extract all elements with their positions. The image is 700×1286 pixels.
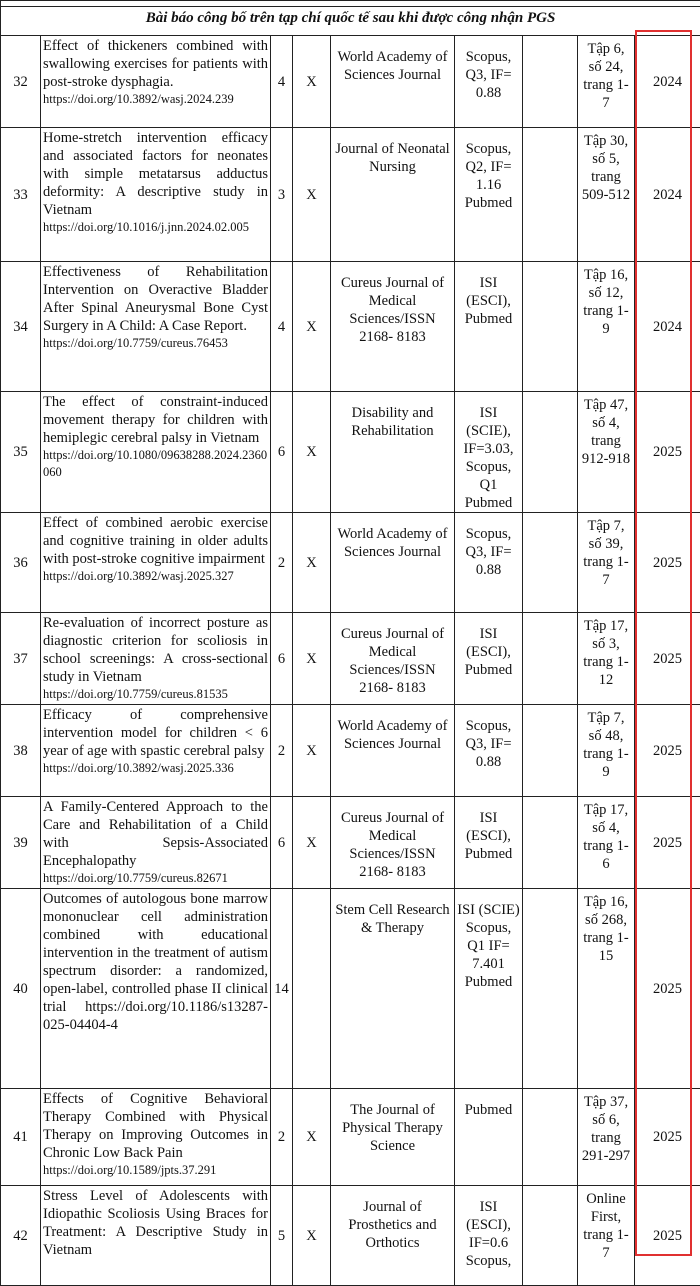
- blank-cell: [523, 262, 578, 392]
- author-count: 2: [271, 705, 293, 797]
- section-header-row: [1, 1, 700, 36]
- row-number: 35: [1, 392, 41, 513]
- journal-name: Cureus Journal of Medical Sciences/ISSN 2168- 8183: [331, 613, 455, 705]
- doi-link[interactable]: https://doi.org/10.3892/wasj.2025.336: [43, 760, 268, 777]
- author-count: 6: [271, 613, 293, 705]
- volume-info: Tập 17, số 4, trang 1-6: [578, 797, 635, 889]
- table-row: [1, 1089, 700, 1186]
- article-title-text: Efficacy of comprehensive intervention model for children < 6 year of age with spastic cerebral palsy: [43, 706, 268, 760]
- article-title: [41, 128, 271, 262]
- doi-link[interactable]: https://doi.org/10.7759/cureus.76453: [43, 335, 268, 352]
- article-title-text: Effect of thickeners combined with swallowing exercises for patients with post-stroke dysphagia.: [43, 37, 268, 91]
- row-number: 38: [1, 705, 41, 797]
- volume-info: Online First, trang 1-7: [578, 1186, 635, 1286]
- row-number: 32: [1, 36, 41, 128]
- index-info: Scopus, Q3, IF= 0.88: [455, 513, 523, 613]
- volume-info: Tập 6, số 24, trang 1-7: [578, 36, 635, 128]
- publication-year: 2024: [635, 36, 700, 128]
- row-number: 42: [1, 1186, 41, 1286]
- journal-name: World Academy of Sciences Journal: [331, 705, 455, 797]
- index-info: Scopus, Q2, IF= 1.16 Pubmed: [455, 128, 523, 262]
- article-title: [41, 1089, 271, 1186]
- blank-cell: [523, 1186, 578, 1286]
- doi-link[interactable]: https://doi.org/10.3892/wasj.2025.327: [43, 568, 268, 585]
- doi-link[interactable]: https://doi.org/10.3892/wasj.2024.239: [43, 91, 268, 108]
- index-info: Scopus, Q3, IF= 0.88: [455, 36, 523, 128]
- index-info: ISI (ESCI), Pubmed: [455, 262, 523, 392]
- article-title: [41, 613, 271, 705]
- table-row: [1, 392, 700, 513]
- row-number: 37: [1, 613, 41, 705]
- blank-cell: [523, 36, 578, 128]
- journal-name: Journal of Prosthetics and Orthotics: [331, 1186, 455, 1286]
- table-row: [1, 1186, 700, 1286]
- main-author-mark: X: [293, 128, 331, 262]
- journal-name: Journal of Neonatal Nursing: [331, 128, 455, 262]
- author-count: 4: [271, 36, 293, 128]
- blank-cell: [523, 613, 578, 705]
- volume-info: Tập 16, số 12, trang 1-9: [578, 262, 635, 392]
- doi-link[interactable]: https://doi.org/10.7759/cureus.81535: [43, 686, 268, 703]
- article-title: [41, 797, 271, 889]
- index-info: Pubmed: [455, 1089, 523, 1186]
- article-title-text: Outcomes of autologous bone marrow mononuclear cell administration combined with educational intervention in the treatment of autism spectrum disorder: a randomized, open-label, controlled phase II clinical trial https://doi.org/10.1186/s13287-025-04404-4: [43, 890, 268, 1034]
- main-author-mark: X: [293, 613, 331, 705]
- journal-name: Cureus Journal of Medical Sciences/ISSN 2168- 8183: [331, 797, 455, 889]
- publication-year: 2025: [635, 889, 700, 1089]
- table-row: [1, 705, 700, 797]
- main-author-mark: X: [293, 797, 331, 889]
- volume-info: Tập 30, số 5, trang 509-512: [578, 128, 635, 262]
- volume-info: Tập 47, số 4, trang 912-918: [578, 392, 635, 513]
- author-count: 6: [271, 392, 293, 513]
- article-title-text: The effect of constraint-induced movement therapy for children with hemiplegic cerebral palsy in Vietnam: [43, 393, 268, 447]
- author-count: 2: [271, 1089, 293, 1186]
- article-title: [41, 705, 271, 797]
- article-title: [41, 262, 271, 392]
- journal-name: Disability and Rehabilitation: [331, 392, 455, 513]
- section-header: Bài báo công bố trên tạp chí quốc tế sau khi được công nhận PGS: [1, 1, 700, 36]
- article-title-text: Stress Level of Adolescents with Idiopathic Scoliosis Using Braces for Treatment: A Descriptive Study in Vietnam: [43, 1187, 268, 1259]
- table-row: [1, 262, 700, 392]
- publication-year: 2024: [635, 128, 700, 262]
- article-title-text: A Family-Centered Approach to the Care and Rehabilitation of a Child with Sepsis-Associated Encephalopathy: [43, 798, 268, 870]
- volume-info: Tập 16, số 268, trang 1-15: [578, 889, 635, 1089]
- author-count: 5: [271, 1186, 293, 1286]
- index-info: ISI (SCIE), IF=3.03, Scopus, Q1 Pubmed: [455, 392, 523, 513]
- doi-link[interactable]: https://doi.org/10.7759/cureus.82671: [43, 870, 268, 887]
- volume-info: Tập 37, số 6, trang 291-297: [578, 1089, 635, 1186]
- article-title: [41, 392, 271, 513]
- table-row: [1, 36, 700, 128]
- row-number: 33: [1, 128, 41, 262]
- author-count: 2: [271, 513, 293, 613]
- main-author-mark: X: [293, 1186, 331, 1286]
- blank-cell: [523, 392, 578, 513]
- publication-year: 2025: [635, 705, 700, 797]
- main-author-mark: X: [293, 705, 331, 797]
- main-author-mark: X: [293, 36, 331, 128]
- main-author-mark: X: [293, 513, 331, 613]
- table-row: [1, 613, 700, 705]
- blank-cell: [523, 1089, 578, 1186]
- table-row: [1, 513, 700, 613]
- journal-name: World Academy of Sciences Journal: [331, 36, 455, 128]
- table-row: [1, 128, 700, 262]
- publication-year: 2025: [635, 1186, 700, 1286]
- index-info: ISI (ESCI), IF=0.6 Scopus,: [455, 1186, 523, 1286]
- publication-year: 2025: [635, 797, 700, 889]
- volume-info: Tập 7, số 39, trang 1-7: [578, 513, 635, 613]
- publication-year: 2025: [635, 392, 700, 513]
- publication-year: 2025: [635, 613, 700, 705]
- blank-cell: [523, 128, 578, 262]
- table-row: [1, 889, 700, 1089]
- blank-cell: [523, 513, 578, 613]
- row-number: 41: [1, 1089, 41, 1186]
- blank-cell: [523, 889, 578, 1089]
- doi-link[interactable]: https://doi.org/10.1080/09638288.2024.2360060: [43, 447, 268, 481]
- table-row: [1, 797, 700, 889]
- journal-name: Cureus Journal of Medical Sciences/ISSN 2168- 8183: [331, 262, 455, 392]
- main-author-mark: X: [293, 392, 331, 513]
- main-author-mark: [293, 889, 331, 1089]
- article-title-text: Effectiveness of Rehabilitation Intervention on Overactive Bladder After Spinal Aneurysmal Bone Cyst Surgery in A Child: A Case Report.: [43, 263, 268, 335]
- article-title: [41, 1186, 271, 1286]
- article-title-text: Re-evaluation of incorrect posture as diagnostic criterion for scoliosis in school screenings: A cross-sectional study in Vietnam: [43, 614, 268, 686]
- author-count: 14: [271, 889, 293, 1089]
- volume-info: Tập 7, số 48, trang 1-9: [578, 705, 635, 797]
- blank-cell: [523, 797, 578, 889]
- publication-year: 2025: [635, 513, 700, 613]
- row-number: 39: [1, 797, 41, 889]
- article-title-text: Home-stretch intervention efficacy and associated factors for neonates with simple metatarsus adductus deformity: A descriptive study in Vietnam: [43, 129, 268, 219]
- doi-link[interactable]: https://doi.org/10.1589/jpts.37.291: [43, 1162, 268, 1179]
- article-title: [41, 36, 271, 128]
- doi-link[interactable]: https://doi.org/10.1016/j.jnn.2024.02.005: [43, 219, 268, 236]
- main-author-mark: X: [293, 262, 331, 392]
- article-title-text: Effects of Cognitive Behavioral Therapy Combined with Physical Therapy on Improving Outcomes in Chronic Low Back Pain: [43, 1090, 268, 1162]
- index-info: ISI (SCIE) Scopus, Q1 IF= 7.401 Pubmed: [455, 889, 523, 1089]
- index-info: ISI (ESCI), Pubmed: [455, 613, 523, 705]
- article-title: [41, 513, 271, 613]
- main-author-mark: X: [293, 1089, 331, 1186]
- publication-year: 2024: [635, 262, 700, 392]
- blank-cell: [523, 705, 578, 797]
- author-count: 4: [271, 262, 293, 392]
- row-number: 34: [1, 262, 41, 392]
- publication-year: 2025: [635, 1089, 700, 1186]
- journal-name: The Journal of Physical Therapy Science: [331, 1089, 455, 1186]
- article-title: [41, 889, 271, 1089]
- row-number: 40: [1, 889, 41, 1089]
- index-info: ISI (ESCI), Pubmed: [455, 797, 523, 889]
- volume-info: Tập 17, số 3, trang 1-12: [578, 613, 635, 705]
- journal-name: Stem Cell Research & Therapy: [331, 889, 455, 1089]
- journal-name: World Academy of Sciences Journal: [331, 513, 455, 613]
- row-number: 36: [1, 513, 41, 613]
- author-count: 6: [271, 797, 293, 889]
- author-count: 3: [271, 128, 293, 262]
- index-info: Scopus, Q3, IF= 0.88: [455, 705, 523, 797]
- article-title-text: Effect of combined aerobic exercise and cognitive training in older adults with post-stroke cognitive impairment: [43, 514, 268, 568]
